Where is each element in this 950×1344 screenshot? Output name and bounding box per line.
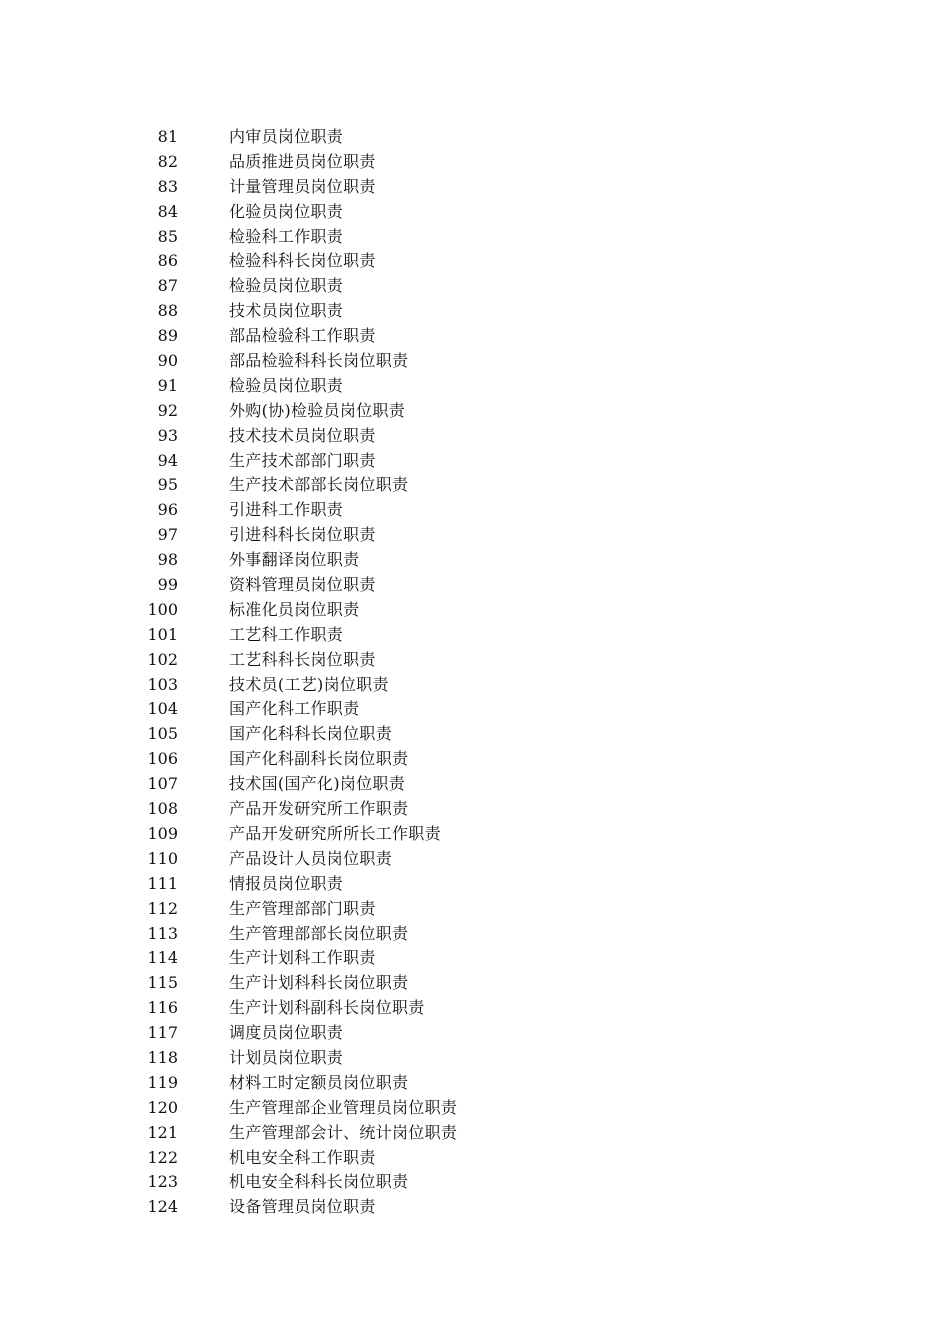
item-title: 情报员岗位职责 xyxy=(229,873,344,893)
list-item xyxy=(0,374,950,399)
list-item xyxy=(0,673,950,698)
list-item xyxy=(0,125,950,150)
item-number: 108 xyxy=(147,799,178,819)
list-item xyxy=(0,1195,950,1220)
item-title: 引进科科长岗位职责 xyxy=(229,525,376,545)
item-number: 87 xyxy=(157,276,178,296)
item-number: 114 xyxy=(147,948,178,968)
list-item xyxy=(0,548,950,573)
list-item xyxy=(0,598,950,623)
item-number: 92 xyxy=(157,400,178,420)
list-item xyxy=(0,722,950,747)
item-number: 105 xyxy=(147,724,178,744)
item-number: 94 xyxy=(157,450,178,470)
item-title: 工艺科工作职责 xyxy=(229,624,344,644)
item-title: 引进科工作职责 xyxy=(229,500,344,520)
list-item xyxy=(0,150,950,175)
item-title: 部品检验科科长岗位职责 xyxy=(229,351,409,371)
item-title: 外购(协)检验员岗位职责 xyxy=(229,400,406,420)
item-title: 调度员岗位职责 xyxy=(229,1023,344,1043)
item-number: 117 xyxy=(147,1023,178,1043)
list-item xyxy=(0,349,950,374)
item-number: 115 xyxy=(147,973,178,993)
item-title: 设备管理员岗位职责 xyxy=(229,1197,376,1217)
item-number: 106 xyxy=(147,749,178,769)
item-title: 检验员岗位职责 xyxy=(229,276,344,296)
list-item xyxy=(0,473,950,498)
item-title: 生产管理部会计、统计岗位职责 xyxy=(229,1122,458,1142)
item-number: 111 xyxy=(147,873,178,893)
list-item xyxy=(0,747,950,772)
item-title: 外事翻译岗位职责 xyxy=(229,550,360,570)
item-number: 96 xyxy=(157,500,178,520)
item-title: 生产管理部部长岗位职责 xyxy=(229,923,409,943)
item-number: 102 xyxy=(147,649,178,669)
item-number: 86 xyxy=(157,251,178,271)
item-title: 技术员(工艺)岗位职责 xyxy=(229,674,389,694)
list-item xyxy=(0,299,950,324)
list-item xyxy=(0,1021,950,1046)
item-title: 生产计划科科长岗位职责 xyxy=(229,973,409,993)
item-title: 资料管理员岗位职责 xyxy=(229,575,376,595)
list-item xyxy=(0,847,950,872)
list-item xyxy=(0,249,950,274)
item-title: 标准化员岗位职责 xyxy=(229,599,360,619)
item-number: 119 xyxy=(147,1072,178,1092)
item-title: 技术技术员岗位职责 xyxy=(229,425,376,445)
item-number: 81 xyxy=(157,127,178,146)
list-item xyxy=(0,623,950,648)
list-item xyxy=(0,424,950,449)
item-title: 技术员岗位职责 xyxy=(229,301,344,321)
item-title: 检验科工作职责 xyxy=(229,226,344,246)
list-item xyxy=(0,822,950,847)
item-title: 部品检验科工作职责 xyxy=(229,326,376,346)
list-item xyxy=(0,922,950,947)
item-number: 89 xyxy=(157,326,178,346)
list-item xyxy=(0,648,950,673)
item-number: 83 xyxy=(157,176,178,196)
item-number: 88 xyxy=(157,301,178,321)
item-title: 产品开发研究所工作职责 xyxy=(229,799,409,819)
list-item xyxy=(0,498,950,523)
item-number: 113 xyxy=(147,923,178,943)
item-number: 123 xyxy=(147,1172,178,1192)
item-number: 85 xyxy=(157,226,178,246)
list-item xyxy=(0,797,950,822)
item-title: 生产管理部企业管理员岗位职责 xyxy=(229,1097,458,1117)
item-number: 110 xyxy=(147,848,178,868)
item-number: 100 xyxy=(147,599,178,619)
item-number: 112 xyxy=(147,898,178,918)
list-item xyxy=(0,1170,950,1195)
list-item xyxy=(0,697,950,722)
item-number: 104 xyxy=(147,699,178,719)
item-number: 82 xyxy=(157,151,178,171)
item-title: 国产化科工作职责 xyxy=(229,699,360,719)
item-title: 内审员岗位职责 xyxy=(229,127,344,146)
item-number: 101 xyxy=(147,624,178,644)
item-number: 97 xyxy=(157,525,178,545)
item-number: 90 xyxy=(157,351,178,371)
item-title: 生产技术部部长岗位职责 xyxy=(229,475,409,495)
item-title: 产品设计人员岗位职责 xyxy=(229,848,393,868)
item-number: 124 xyxy=(147,1197,178,1217)
list-item xyxy=(0,946,950,971)
list-item xyxy=(0,971,950,996)
item-number: 118 xyxy=(147,1047,178,1067)
item-title: 计量管理员岗位职责 xyxy=(229,176,376,196)
item-number: 109 xyxy=(147,823,178,843)
item-number: 99 xyxy=(157,575,178,595)
item-title: 材料工时定额员岗位职责 xyxy=(229,1072,409,1092)
item-number: 103 xyxy=(147,674,178,694)
list-item xyxy=(0,1046,950,1071)
item-title: 检验员岗位职责 xyxy=(229,375,344,395)
item-number: 84 xyxy=(157,201,178,221)
list-item xyxy=(0,772,950,797)
list-item xyxy=(0,872,950,897)
item-title: 工艺科科长岗位职责 xyxy=(229,649,376,669)
item-number: 93 xyxy=(157,425,178,445)
list-item xyxy=(0,225,950,250)
item-number: 107 xyxy=(147,774,178,794)
item-title: 机电安全科科长岗位职责 xyxy=(229,1172,409,1192)
item-title: 国产化科科长岗位职责 xyxy=(229,724,393,744)
item-number: 121 xyxy=(147,1122,178,1142)
item-number: 91 xyxy=(157,375,178,395)
list-item xyxy=(0,996,950,1021)
list-item xyxy=(0,449,950,474)
list-item xyxy=(0,897,950,922)
item-number: 98 xyxy=(157,550,178,570)
item-title: 生产计划科工作职责 xyxy=(229,948,376,968)
item-title: 品质推进员岗位职责 xyxy=(229,151,376,171)
list-item xyxy=(0,1146,950,1171)
item-number: 116 xyxy=(147,998,178,1018)
list-item xyxy=(0,573,950,598)
item-number: 120 xyxy=(147,1097,178,1117)
item-title: 生产计划科副科长岗位职责 xyxy=(229,998,425,1018)
item-number: 95 xyxy=(157,475,178,495)
item-title: 生产管理部部门职责 xyxy=(229,898,376,918)
list-item xyxy=(0,175,950,200)
item-title: 检验科科长岗位职责 xyxy=(229,251,376,271)
item-title: 技术国(国产化)岗位职责 xyxy=(229,774,406,794)
list-item xyxy=(0,1096,950,1121)
list-item xyxy=(0,274,950,299)
list-item xyxy=(0,1121,950,1146)
item-title: 生产技术部部门职责 xyxy=(229,450,376,470)
list-item xyxy=(0,200,950,225)
item-title: 计划员岗位职责 xyxy=(229,1047,344,1067)
job-duty-list xyxy=(0,125,950,1220)
item-title: 产品开发研究所所长工作职责 xyxy=(229,823,441,843)
list-item xyxy=(0,523,950,548)
item-title: 机电安全科工作职责 xyxy=(229,1147,376,1167)
item-title: 化验员岗位职责 xyxy=(229,201,344,221)
list-item xyxy=(0,1071,950,1096)
item-title: 国产化科副科长岗位职责 xyxy=(229,749,409,769)
item-number: 122 xyxy=(147,1147,178,1167)
list-item xyxy=(0,399,950,424)
list-item xyxy=(0,324,950,349)
